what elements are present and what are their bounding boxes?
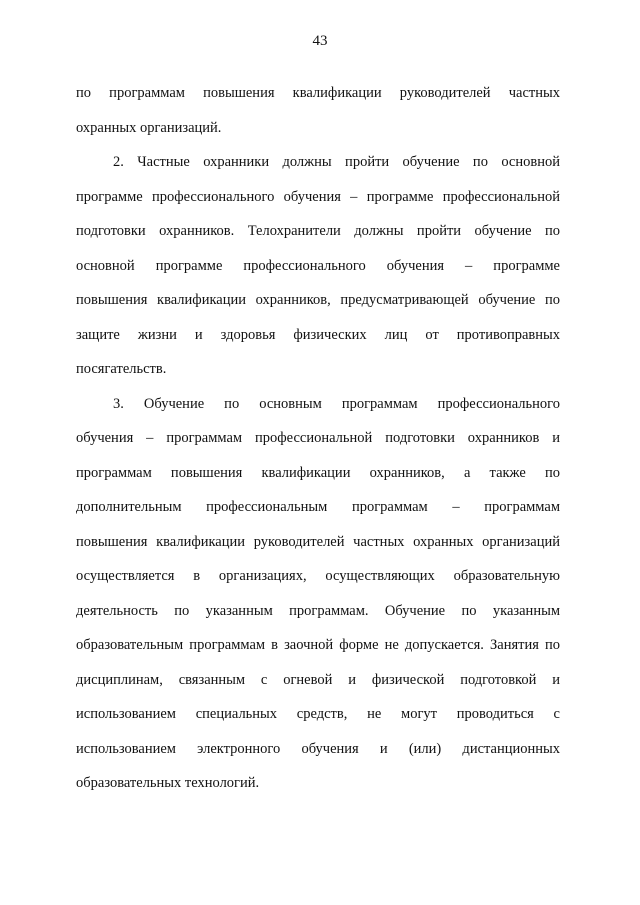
text-line: дисциплинам, связанным с огневой и физической подготовкой и <box>76 671 560 688</box>
text-line: дополнительным профессиональным программам – программам <box>76 499 560 515</box>
text-line: программам повышения квалификации охранников, а также по <box>76 464 560 481</box>
text-line: основной программе профессионального обучения – программе <box>76 257 560 274</box>
text-line: по программам повышения квалификации руководителей частных <box>76 85 560 101</box>
text-line: охранных организаций. <box>76 119 222 136</box>
paragraph-3 <box>76 387 560 801</box>
text-line: обучения – программам профессиональной подготовки охранников и <box>76 430 560 446</box>
text-line: повышения квалификации охранников, предусматривающей обучение по <box>76 292 560 308</box>
text-line: посягательств. <box>76 361 167 377</box>
text-line: защите жизни и здоровья физических лиц от противоправных <box>76 326 560 343</box>
text-line: образовательным программам в заочной форме не допускается. Занятия по <box>76 637 560 653</box>
document-body <box>76 76 560 801</box>
text-line: использованием электронного обучения и (или) дистанционных <box>76 740 560 757</box>
page-number: 43 <box>312 33 328 49</box>
text-line: программе профессионального обучения – программе профессиональной <box>76 188 560 205</box>
text-line: использованием специальных средств, не могут проводиться с <box>76 706 560 722</box>
text-line: образовательных технологий. <box>76 775 260 791</box>
text-line: повышения квалификации руководителей частных охранных организаций <box>76 533 560 550</box>
text-line: 2. Частные охранники должны пройти обучение по основной <box>113 154 560 170</box>
text-line: подготовки охранников. Телохранители должны пройти обучение по <box>76 223 560 239</box>
paragraph-2 <box>76 145 560 387</box>
text-line: осуществляется в организациях, осуществляющих образовательную <box>76 568 560 584</box>
text-line: 3. Обучение по основным программам профессионального <box>113 395 560 412</box>
text-line: деятельность по указанным программам. Обучение по указанным <box>76 602 560 619</box>
paragraph-1 <box>76 76 560 145</box>
